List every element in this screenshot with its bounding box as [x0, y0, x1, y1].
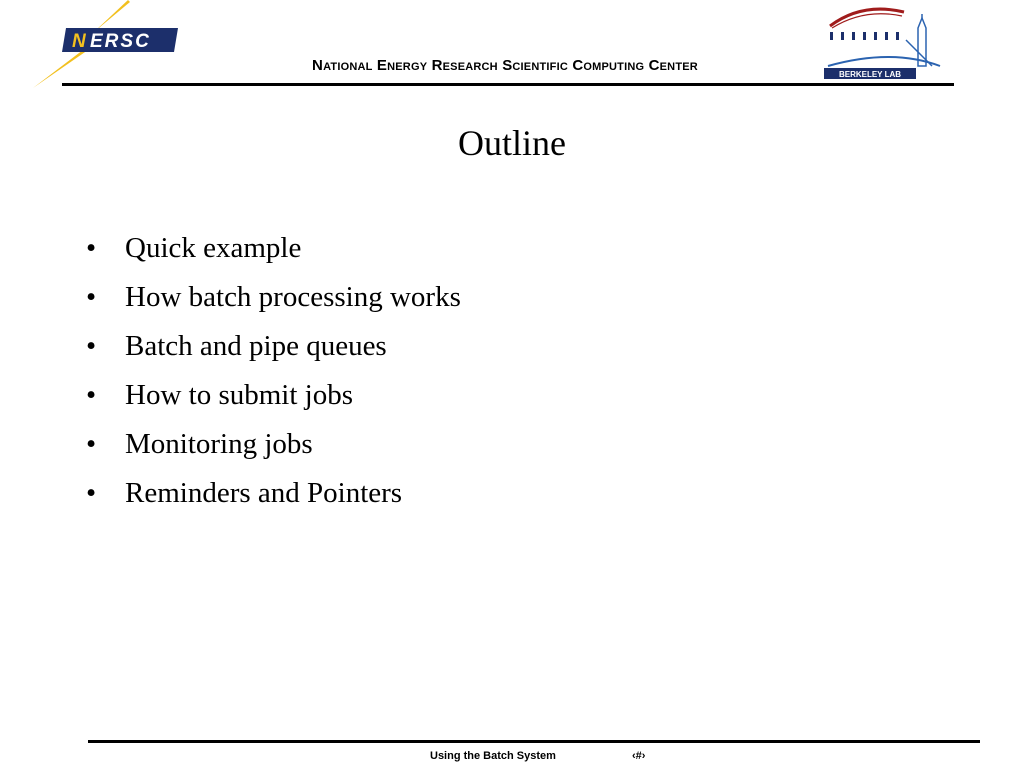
list-item	[86, 326, 461, 375]
list-item-text: How batch processing works	[125, 281, 461, 313]
footer-title: Using the Batch System	[430, 750, 556, 762]
bullet-icon: •	[86, 281, 97, 313]
organization-name: National Energy Research Scientific Computing Center	[312, 57, 698, 74]
header-divider	[62, 83, 954, 86]
list-item	[86, 277, 461, 326]
bullet-icon: •	[86, 330, 97, 362]
footer-divider	[88, 740, 980, 743]
page-number: ‹#›	[632, 750, 646, 762]
outline-list	[86, 228, 461, 522]
berkeley-lab-logo-text: BERKELEY LAB	[838, 70, 902, 79]
bullet-icon: •	[86, 379, 97, 411]
list-item-text: Reminders and Pointers	[125, 477, 403, 509]
nersc-logo-text: ERSC	[90, 31, 151, 52]
list-item	[86, 228, 461, 277]
bullet-icon: •	[86, 477, 97, 509]
list-item	[86, 424, 461, 473]
list-item	[86, 473, 461, 522]
svg-text:N: N	[72, 31, 86, 52]
list-item-text: How to submit jobs	[125, 379, 353, 411]
bullet-icon: •	[86, 428, 97, 460]
bullet-icon: •	[86, 232, 97, 264]
list-item-text: Quick example	[125, 232, 302, 264]
slide-title: Outline	[458, 123, 566, 163]
list-item-text: Monitoring jobs	[125, 428, 313, 460]
nersc-logo	[28, 0, 188, 92]
list-item-text: Batch and pipe queues	[125, 330, 387, 362]
list-item	[86, 375, 461, 424]
